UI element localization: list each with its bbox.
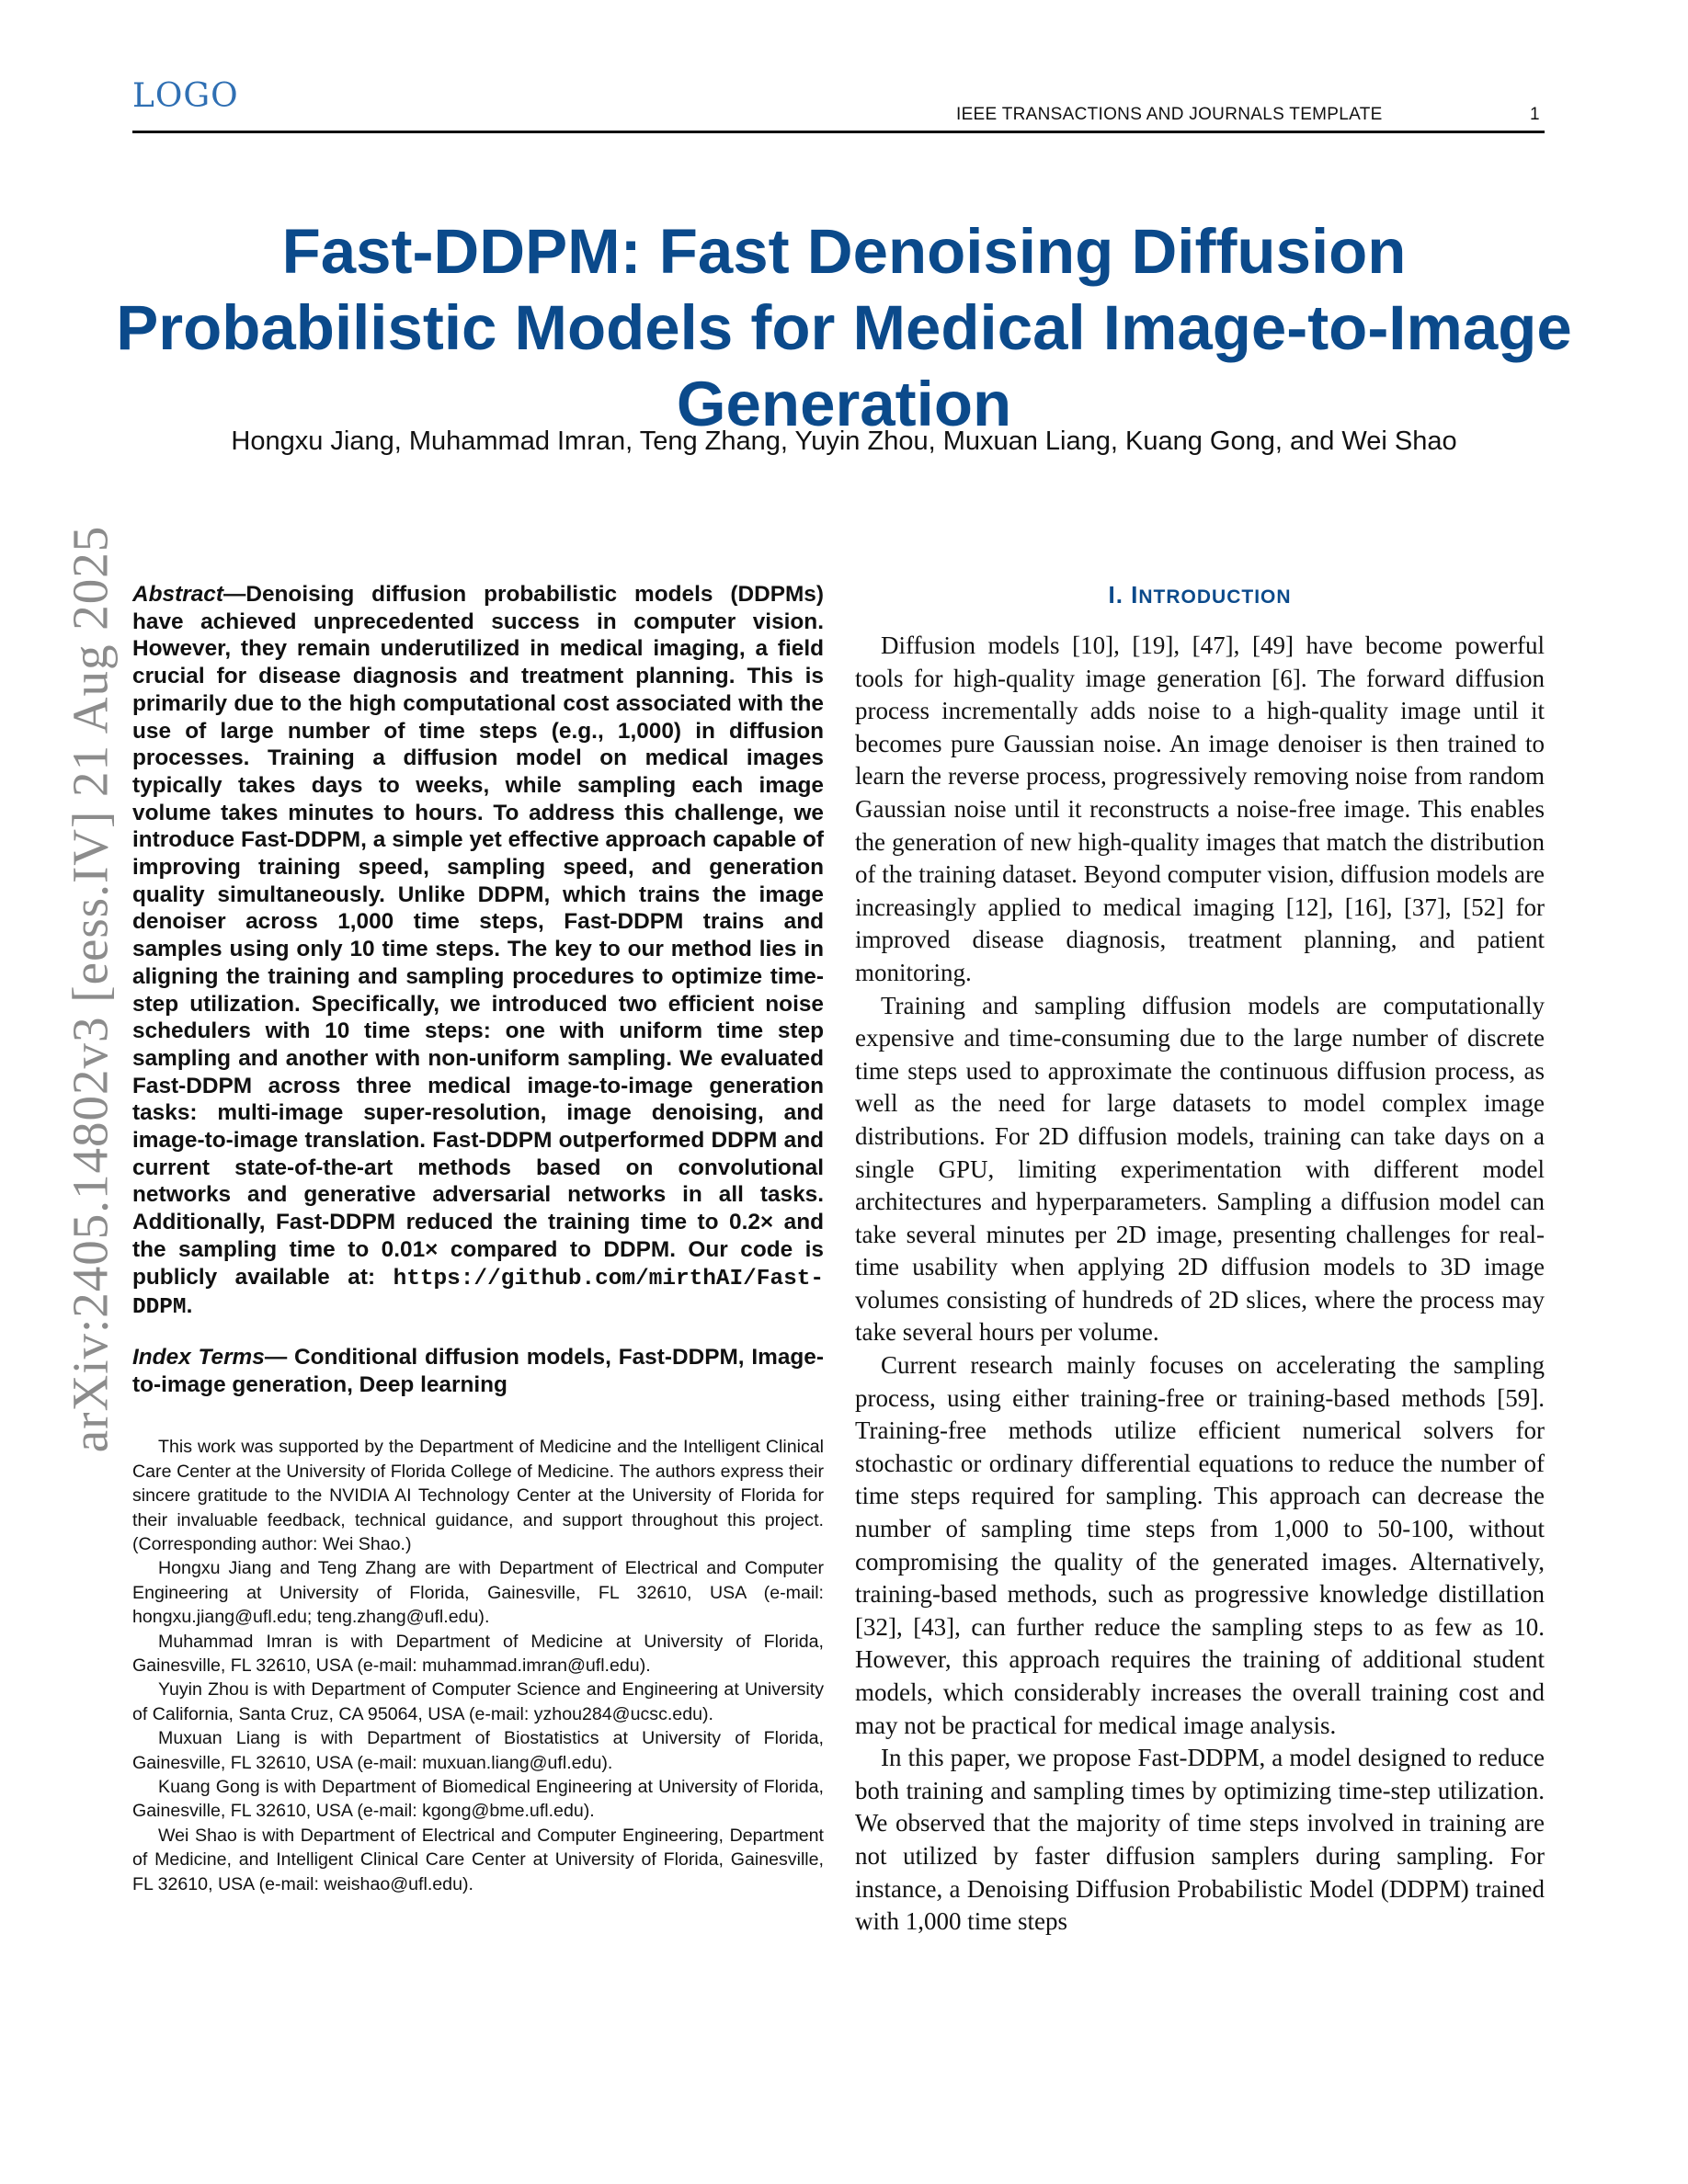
section-heading-rest: NTRODUCTION [1138,586,1292,608]
author-list: Hongxu Jiang, Muhammad Imran, Teng Zhang, Yuyin Zhou, Muxuan Liang, Kuang Gong, and Wei Shao [231,427,1457,456]
abstract-text: Denoising diffusion probabilistic models (DDPMs) have achieved unprecedented success in computer vision. However, they remain underutilized in medical imaging, a field crucial for disease diagnosis and treatment planning. This is primarily due to the high computational cost associated with the use of large number of time steps (e.g., 1,000) in diffusion processes. Training a diffusion model on medical images typically takes days to weeks, while sampling each image volume takes minutes to hours. To address this challenge, we introduce Fast-DDPM, a simple yet effective approach capable of improving training speed, sampling speed, and generation quality simultaneously. Unlike DDPM, which trains the image denoiser across 1,000 time steps, Fast-DDPM trains and samples using only 10 time steps. The key to our method lies in aligning the training and sampling procedures to optimize time-step utilization. Specifically, we introduced two efficient noise schedulers with 10 time steps: one with uniform time step sampling and another with non-uniform sampling. We evaluated Fast-DDPM across three medical image-to-image generation tasks: multi-image super-resolution, image denoising, and image-to-image translation. Fast-DDPM outperformed DDPM and current state-of-the-art methods based on convolutional networks and generative adversarial networks in all tasks. Additionally, Fast-DDPM reduced the training time to 0.2× and the sampling time to 0.01× compared to DDPM. Our code is publicly available at: [132,582,824,1290]
section-heading-introduction [855,581,1545,609]
abstract-dash: — [222,582,246,607]
footnote-affiliation: Muxuan Liang is with Department of Biostatistics at University of Florida, Gainesville, FL 32610, USA (e-mail: muxuan.liang@ufl.edu). [132,1728,824,1773]
code-url-link[interactable]: https://github.com/mirthAI/Fast-DDPM [132,1266,824,1321]
section-heading-numeral: I. I [1108,581,1139,609]
footnote-affiliation: Muhammad Imran is with Department of Medicine at University of Florida, Gainesville, FL 32610, USA (e-mail: muhammad.imran@ufl.edu). [132,1631,824,1677]
right-column [855,581,1545,1939]
intro-paragraph: Current research mainly focuses on accelerating the sampling process, using either training-free or training-based methods [59]. Training-free methods utilize efficient numerical solvers for stochastic or ordinary differential equations to reduce the number of time steps required for sampling. This approach can decrease the number of sampling time steps from 1,000 to 50-100, without compromising the quality of the generated images. Alternatively, training-based methods, such as progressive knowledge distillation [32], [43], can further reduce the sampling steps to as few as 10. However, this approach requires the training of additional student models, which considerably increases the overall training cost and may not be practical for medical image analysis. [855,1351,1545,1739]
index-terms-dash: — [264,1344,288,1370]
abstract-lead: Abstract [132,582,223,607]
footnote-affiliation: Wei Shao is with Department of Electrical and Computer Engineering, Department of Medicine, and Intelligent Clinical Care Center at University of Florida, Gainesville, FL 32610, USA (e-mail: weishao@ufl.edu). [132,1825,824,1894]
footnote-funding: This work was supported by the Department of Medicine and the Intelligent Clinical Care Center at the University of Florida College of Medicine. The authors express their sincere gratitude to the NVIDIA AI Technology Center at the University of Florida for their invaluable feedback, technical guidance, and support throughout this project. (Corresponding author: Wei Shao.) [132,1437,824,1555]
journal-logo: LOGO [132,77,239,115]
running-head: IEEE TRANSACTIONS AND JOURNALS TEMPLATE [956,105,1383,124]
left-column [132,581,824,1896]
intro-paragraph: Diffusion models [10], [19], [47], [49] have become powerful tools for high-quality image generation [6]. The forward diffusion process incrementally adds noise to a high-quality image until it becomes pure Gaussian noise. An image denoiser is then trained to learn the reverse process, progressively removing noise from random Gaussian noise until it reconstructs a noise-free image. This enables the generation of new high-quality images that match the distribution of the training dataset. Beyond computer vision, diffusion models are increasingly applied to medical imaging [12], [16], [37], [52] for improved disease diagnosis, treatment planning, and patient monitoring. [855,631,1545,986]
index-terms-lead: Index Terms [132,1344,265,1370]
arxiv-stamp: arXiv:2405.14802v3 [eess.IV] 21 Aug 2025 [62,525,119,1453]
footnote-affiliation: Yuyin Zhou is with Department of Computer Science and Engineering at University of California, Santa Cruz, CA 95064, USA (e-mail: yzhou284@ucsc.edu). [132,1679,824,1724]
index-terms-text: Conditional diffusion models, Fast-DDPM, Image-to-image generation, Deep learning [132,1344,824,1397]
footnote-affiliation: Kuang Gong is with Department of Biomedical Engineering at University of Florida, Gainesville, FL 32610, USA (e-mail: kgong@bme.ufl.edu). [132,1777,824,1822]
header-rule [132,131,1545,133]
abstract-end: . [186,1293,193,1319]
page-number: 1 [1530,105,1540,124]
abstract [132,581,824,1322]
intro-paragraph: In this paper, we propose Fast-DDPM, a model designed to reduce both training and sampling times by optimizing time-step utilization. We observed that the majority of time steps involved in training are not utilized by faster diffusion samplers during sampling. For instance, a Denoising Diffusion Probabilistic Model (DDPM) trained with 1,000 time steps [855,1744,1545,1936]
index-terms [132,1344,824,1398]
affiliation-footnotes [132,1435,824,1896]
footnote-affiliation: Hongxu Jiang and Teng Zhang are with Department of Electrical and Computer Engineering at University of Florida, Gainesville, FL 32610, USA (e-mail: hongxu.jiang@ufl.edu; teng.zhang@ufl.edu). [132,1558,824,1628]
paper-title: Fast-DDPM: Fast Denoising Diffusion Probabilistic Models for Medical Image-to-Image Generation [116,216,1572,440]
intro-paragraph: Training and sampling diffusion models are computationally expensive and time-consuming due to the large number of discrete time steps used to approximate the continuous diffusion process, as well as the need for large datasets to model complex image distributions. For 2D diffusion models, training can take days on a single GPU, limiting experimentation with different model architectures and hyperparameters. Sampling a diffusion model can take several minutes per 2D image, presenting challenges for real-time usability when applying 2D diffusion models to 3D image volumes consisting of hundreds of 2D slices, where the process may take several hours per volume. [855,991,1545,1347]
